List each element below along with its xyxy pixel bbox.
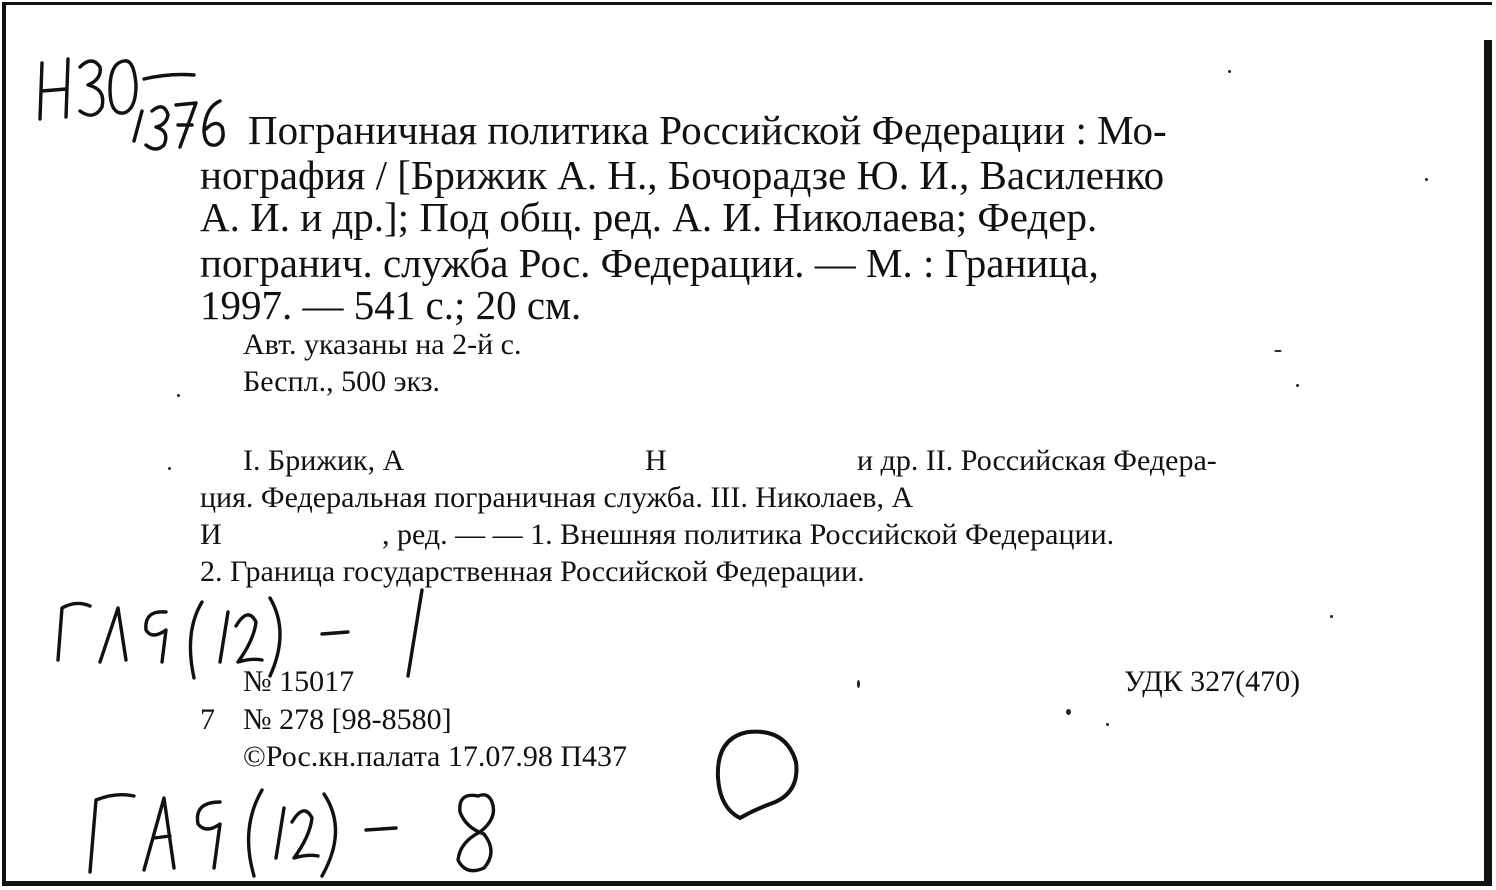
tracing-line-4: 2. Граница государственная Российской Федерации. — [200, 555, 865, 588]
copyright-line: ©Рос.кн.палата 17.07.98 П437 — [243, 740, 628, 773]
tracing-line-1b: Н — [645, 444, 667, 477]
entry-line-5: 1997. — 541 с.; 20 см. — [200, 282, 582, 328]
scan-speck — [1296, 384, 1299, 387]
card-border-right — [1484, 40, 1492, 886]
note-print-run: Беспл., 500 экз. — [243, 365, 441, 398]
entry-line-3: А. И. и др.]; Под общ. ред. А. И. Николаева; Федер. — [200, 194, 1098, 240]
scan-speck — [1228, 70, 1231, 73]
scan-speck — [1106, 723, 1109, 726]
scan-speck — [1274, 350, 1282, 352]
card-border-top — [2, 2, 1492, 5]
tracing-line-1c: и др. II. Российская Федера- — [857, 444, 1217, 477]
scan-speck — [1330, 615, 1333, 618]
tracing-line-2: ция. Федеральная пограничная служба. III. Николаев, А — [200, 481, 914, 514]
card-border-left — [2, 2, 6, 886]
scan-speck — [857, 680, 860, 688]
udc-code: УДК 327(470) — [1124, 665, 1301, 698]
tracing-line-1a: I. Брижик, А — [243, 444, 405, 477]
card-number-prefix: 7 — [200, 703, 215, 736]
scan-speck — [177, 394, 180, 397]
scan-speck — [168, 467, 171, 470]
entry-line-1: Пограничная политика Российской Федерации : Мо- — [248, 107, 1167, 153]
record-number: № 15017 — [243, 665, 355, 698]
card-number: № 278 [98-8580] — [243, 703, 452, 736]
scan-speck — [1066, 709, 1071, 715]
tracing-line-3b: , ред. — — 1. Внешняя политика Российской Федерации. — [382, 518, 1115, 551]
entry-line-4: погранич. служба Рос. Федерации. — М. : Граница, — [200, 240, 1099, 286]
handwritten-circle-mark — [700, 718, 810, 828]
tracing-line-3a: И — [200, 518, 222, 551]
handwritten-shelf-mark-2 — [70, 772, 530, 882]
entry-line-2: нография / [Брижик А. Н., Бочорадзе Ю. И., Василенко — [200, 152, 1165, 198]
scan-speck — [1425, 178, 1428, 181]
note-authors: Авт. указаны на 2-й с. — [243, 328, 522, 361]
